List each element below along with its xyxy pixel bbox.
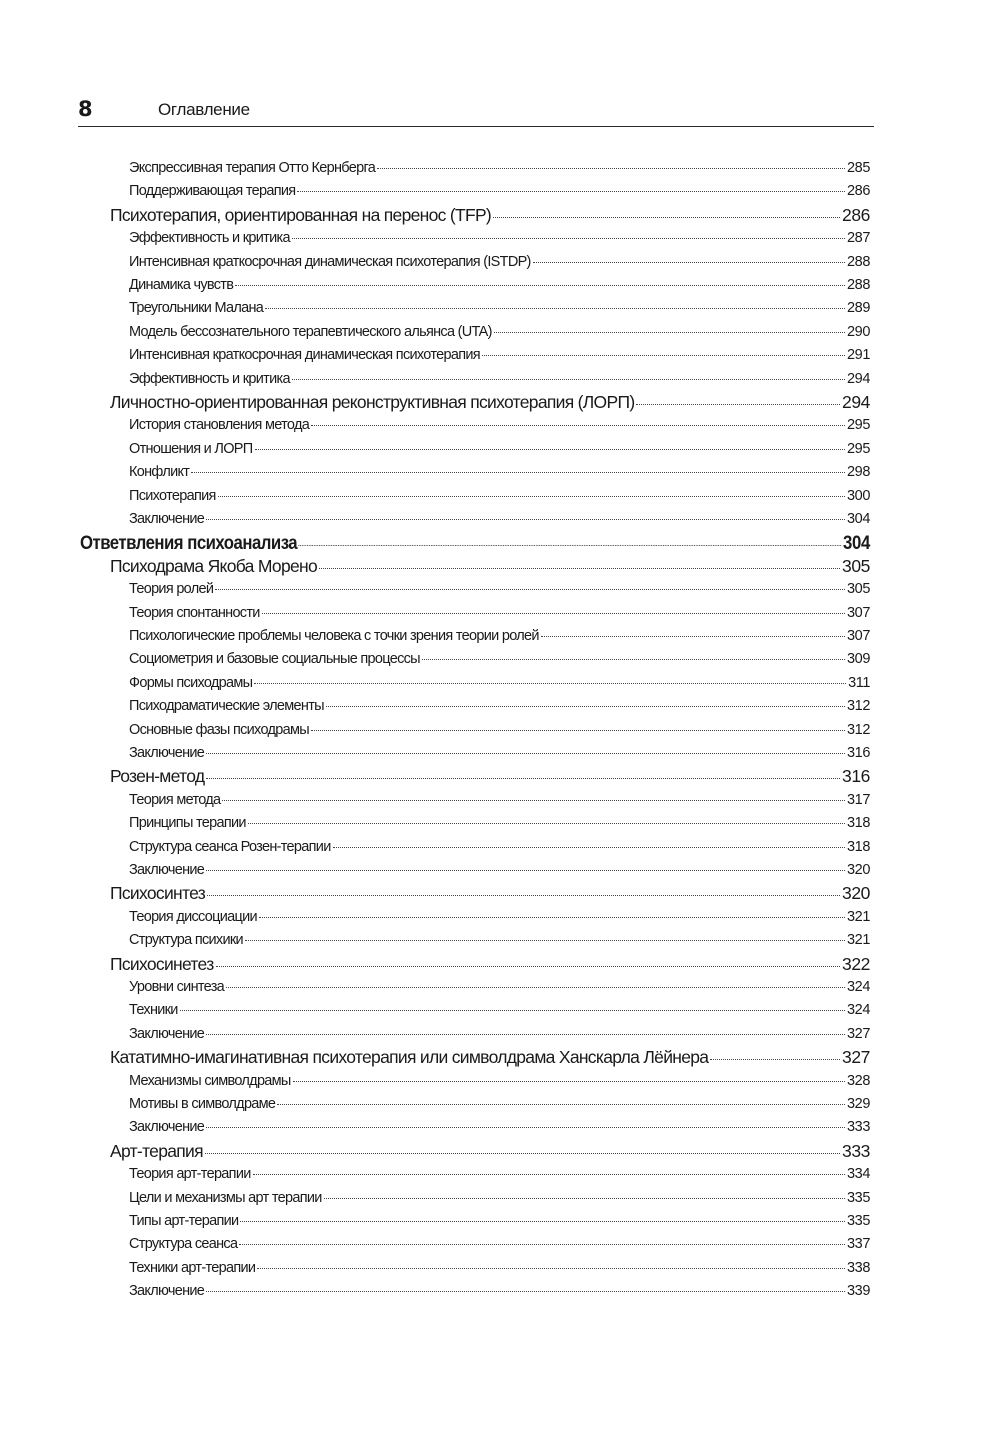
- toc-entry-title: Модель бессознательного терапевтического альянса (UTA): [129, 323, 492, 340]
- dot-leader: [297, 190, 845, 192]
- dot-leader: [245, 939, 845, 941]
- toc-entry-title: Личностно-ориентированная реконструктивная психотерапия (ЛОРП): [110, 392, 635, 412]
- dot-leader: [333, 846, 845, 848]
- toc-entry-sub[interactable]: [129, 651, 870, 667]
- toc-entry-title: Кататимно-имагинативная психотерапия или символдрама Ханскарла Лёйнера: [110, 1047, 709, 1068]
- dot-leader: [482, 354, 845, 356]
- toc-entry-title: Треугольники Малана: [129, 300, 264, 317]
- toc-entry-sub[interactable]: [129, 1119, 870, 1135]
- toc-entry-sub[interactable]: [129, 628, 870, 644]
- toc-entry-section[interactable]: [110, 392, 870, 413]
- dot-leader: [326, 705, 845, 707]
- toc-entry-page: 316: [847, 745, 870, 761]
- toc-entry-title: Теория метода: [129, 791, 221, 808]
- toc-entry-sub[interactable]: [129, 605, 870, 621]
- dot-leader: [636, 403, 840, 405]
- toc-entry-page: 309: [847, 651, 870, 668]
- toc-entry-sub[interactable]: [129, 324, 870, 340]
- toc-entry-title: Заключение: [129, 1025, 205, 1042]
- toc-entry-title: Розен-метод: [110, 766, 205, 787]
- dot-leader: [206, 869, 845, 871]
- dot-leader: [422, 658, 845, 660]
- toc-entry-sub[interactable]: [129, 1026, 870, 1042]
- dot-leader: [299, 544, 841, 546]
- toc-entry-title: Техники: [129, 1002, 178, 1019]
- toc-entry-page: 321: [847, 932, 870, 949]
- toc-entry-title: Психотерапия, ориентированная на перенос (TFP): [110, 204, 492, 225]
- toc-entry-page: 294: [847, 370, 870, 387]
- toc-entry-page: 334: [847, 1166, 870, 1183]
- dot-leader: [533, 261, 845, 263]
- toc-entry-page: 287: [847, 230, 870, 247]
- dot-leader: [292, 237, 845, 239]
- dot-leader: [254, 682, 846, 684]
- toc-entry-page: 318: [847, 838, 870, 855]
- toc-entry-page: 289: [847, 300, 870, 317]
- dot-leader: [259, 916, 845, 918]
- dot-leader: [216, 965, 840, 967]
- dot-leader: [494, 331, 845, 333]
- toc-entry-sub[interactable]: [129, 254, 870, 270]
- toc-entry-section[interactable]: [110, 1047, 870, 1068]
- dot-leader: [235, 284, 845, 286]
- toc-entry-page: 295: [847, 440, 870, 457]
- dot-leader: [293, 1080, 845, 1082]
- dot-leader: [493, 216, 840, 218]
- toc-entry-page: 317: [847, 791, 870, 808]
- toc-entry-sub[interactable]: [129, 1260, 870, 1276]
- dot-leader: [206, 1033, 845, 1035]
- toc-entry-page: 324: [847, 979, 870, 995]
- toc-entry-section[interactable]: [110, 954, 870, 975]
- dot-leader: [277, 1103, 845, 1105]
- toc-entry-sub[interactable]: [129, 1002, 870, 1018]
- toc-entry-title: Психосинтез: [110, 883, 206, 904]
- toc-entry-sub[interactable]: [129, 160, 870, 176]
- toc-entry-page: 333: [847, 1119, 870, 1136]
- toc-entry-page: 324: [847, 1002, 870, 1019]
- toc-entry-sub[interactable]: [129, 698, 870, 714]
- toc-entry-title: Психодраматические элементы: [129, 698, 324, 715]
- toc-entry-sub[interactable]: [129, 581, 870, 597]
- dot-leader: [240, 1220, 845, 1222]
- toc-entry-section[interactable]: [110, 205, 870, 226]
- toc-entry-title: Социометрия и базовые социальные процессы: [129, 651, 420, 668]
- dot-leader: [541, 635, 845, 637]
- toc-entry-title: Заключение: [129, 511, 205, 527]
- toc-entry-section[interactable]: [110, 1141, 870, 1162]
- toc-entry-page: 335: [847, 1213, 870, 1229]
- toc-entry-page: 311: [848, 674, 870, 691]
- toc-entry-part[interactable]: [80, 532, 870, 555]
- dot-leader: [292, 378, 845, 380]
- toc-entry-page: 288: [847, 277, 870, 293]
- toc-entry-title: Отношения и ЛОРП: [129, 440, 253, 457]
- toc-entry-sub[interactable]: [129, 417, 870, 433]
- toc-entry-title: Основные фазы психодрамы: [129, 721, 309, 738]
- toc-entry-title: Динамика чувств: [129, 277, 234, 293]
- dot-leader: [222, 799, 845, 801]
- toc-entry-sub[interactable]: [129, 511, 870, 527]
- toc-entry-sub[interactable]: [129, 464, 870, 480]
- dot-leader: [324, 1197, 845, 1199]
- toc-entry-title: Психологические проблемы человека с точки зрения теории ролей: [129, 628, 539, 644]
- toc-entry-sub[interactable]: [129, 1236, 870, 1252]
- dot-leader: [265, 307, 845, 309]
- toc-entry-sub[interactable]: [129, 792, 870, 808]
- toc-entry-title: Структура психики: [129, 932, 243, 949]
- toc-entry-page: 304: [847, 511, 870, 527]
- toc-entry-sub[interactable]: [129, 1166, 870, 1182]
- dot-leader: [215, 588, 845, 590]
- page-number: 8: [78, 97, 93, 121]
- dot-leader: [206, 1126, 845, 1128]
- toc-entry-sub[interactable]: [129, 909, 870, 925]
- toc-entry-title: Заключение: [129, 862, 205, 878]
- toc-entry-page: 312: [847, 698, 870, 715]
- toc-entry-page: 318: [847, 815, 870, 832]
- toc-entry-page: 305: [842, 555, 870, 576]
- toc-entry-title: Интенсивная краткосрочная динамическая психотерапия (ISTDP): [129, 253, 531, 270]
- toc-entry-sub[interactable]: [129, 488, 870, 504]
- toc-entry-page: 286: [847, 183, 870, 200]
- dot-leader: [180, 1009, 845, 1011]
- toc-entry-title: Арт-терапия: [110, 1140, 203, 1161]
- toc-entry-sub[interactable]: [129, 1096, 870, 1112]
- toc-entry-page: 320: [847, 862, 870, 878]
- dot-leader: [319, 567, 840, 569]
- toc-entry-title: Психотерапия: [129, 487, 216, 504]
- toc-entry-title: Структура сеанса Розен-терапии: [129, 838, 331, 855]
- toc-entry-page: 327: [847, 1025, 870, 1042]
- toc-entry-title: Заключение: [129, 745, 205, 761]
- toc-entry-title: Типы арт-терапии: [129, 1213, 239, 1229]
- toc-entry-page: 291: [847, 347, 870, 364]
- toc-entry-title: Заключение: [129, 1119, 205, 1136]
- dot-leader: [218, 495, 845, 497]
- toc-entry-page: 327: [842, 1047, 870, 1068]
- toc-entry-section[interactable]: [110, 766, 870, 787]
- toc-entry-section[interactable]: [110, 556, 870, 577]
- toc-entry-title: Техники арт-терапии: [129, 1259, 256, 1276]
- toc-entry-title: Поддерживающая терапия: [129, 183, 296, 200]
- toc-entry-section[interactable]: [110, 883, 870, 904]
- toc-entry-sub[interactable]: [129, 675, 870, 691]
- toc-entry-title: Ответвления психоанализа: [80, 532, 298, 555]
- toc-entry-page: 321: [847, 908, 870, 925]
- toc-entry-page: 286: [842, 204, 870, 225]
- toc-entry-page: 312: [847, 721, 870, 738]
- dot-leader: [255, 448, 846, 450]
- toc-entry-sub[interactable]: [129, 839, 870, 855]
- toc-entry-sub[interactable]: [129, 183, 870, 199]
- toc-entry-sub[interactable]: [129, 1213, 870, 1229]
- toc-entry-title: Теория арт-терапии: [129, 1166, 251, 1183]
- toc-entry-sub[interactable]: [129, 1283, 870, 1299]
- toc-entry-sub[interactable]: [129, 722, 870, 738]
- toc-entry-title: Психодрама Якоба Морено: [110, 555, 318, 576]
- toc-entry-title: Уровни синтеза: [129, 979, 225, 995]
- dot-leader: [239, 1243, 845, 1245]
- toc-entry-page: 335: [847, 1189, 870, 1206]
- toc-entry-page: 329: [847, 1096, 870, 1112]
- dot-leader: [207, 894, 840, 896]
- toc-entry-page: 339: [847, 1283, 870, 1300]
- toc-entry-title: Принципы терапии: [129, 815, 246, 832]
- dot-leader: [311, 729, 845, 731]
- page-header: [78, 96, 874, 127]
- toc-entry-page: 285: [847, 160, 870, 176]
- toc-entry-page: 337: [847, 1236, 870, 1253]
- toc-entry-title: Цели и механизмы арт терапии: [129, 1189, 322, 1206]
- toc-entry-sub[interactable]: [129, 862, 870, 878]
- toc-entry-page: 307: [847, 628, 870, 644]
- toc-entry-title: Структура сеанса: [129, 1236, 238, 1253]
- toc-entry-title: Теория ролей: [129, 581, 214, 598]
- toc-entry-page: 307: [847, 604, 870, 621]
- toc-entry-title: Психосинетез: [110, 953, 214, 974]
- toc-entry-sub[interactable]: [129, 347, 870, 363]
- toc-entry-page: 333: [842, 1140, 870, 1161]
- dot-leader: [206, 752, 845, 754]
- toc-entry-page: 295: [847, 417, 870, 434]
- toc-entry-title: Заключение: [129, 1283, 205, 1300]
- toc-entry-title: Эффективность и критика: [129, 370, 290, 387]
- toc-entry-sub[interactable]: [129, 300, 870, 316]
- toc-entry-title: История становления метода: [129, 417, 310, 434]
- toc-entry-sub[interactable]: [129, 815, 870, 831]
- dot-leader: [191, 471, 845, 473]
- toc-entry-title: Конфликт: [129, 464, 190, 481]
- toc-entry-title: Эффективность и критика: [129, 230, 290, 247]
- dot-leader: [248, 822, 845, 824]
- dot-leader: [253, 1173, 845, 1175]
- toc-entry-sub[interactable]: [129, 932, 870, 948]
- toc-entry-page: 294: [842, 392, 870, 412]
- toc-entry-page: 322: [842, 953, 870, 974]
- toc-entry-sub[interactable]: [129, 979, 870, 995]
- toc-entry-sub[interactable]: [129, 277, 870, 293]
- dot-leader: [226, 986, 845, 988]
- toc-entry-title: Теория спонтанности: [129, 604, 260, 621]
- running-title: Оглавление: [158, 100, 250, 119]
- dot-leader: [262, 612, 845, 614]
- toc-entry-title: Мотивы в символдраме: [129, 1096, 276, 1112]
- dot-leader: [206, 1290, 845, 1292]
- toc-entry-page: 328: [847, 1072, 870, 1089]
- toc-entry-title: Теория диссоциации: [129, 908, 257, 925]
- toc-entry-page: 338: [847, 1259, 870, 1276]
- dot-leader: [206, 777, 840, 779]
- toc-entry-title: Экспрессивная терапия Отто Кернберга: [129, 160, 376, 176]
- toc-entry-sub[interactable]: [129, 745, 870, 761]
- toc-entry-sub[interactable]: [129, 1073, 870, 1089]
- dot-leader: [257, 1267, 845, 1269]
- dot-leader: [311, 424, 845, 426]
- toc-entry-page: 320: [842, 883, 870, 904]
- toc-entry-title: Интенсивная краткосрочная динамическая психотерапия: [129, 347, 480, 364]
- dot-leader: [377, 167, 845, 169]
- toc-entry-page: 316: [842, 766, 870, 787]
- toc-entry-page: 300: [847, 487, 870, 504]
- toc-entry-sub[interactable]: [129, 230, 870, 246]
- dot-leader: [205, 1152, 840, 1154]
- dot-leader: [206, 518, 845, 520]
- dot-leader: [710, 1058, 840, 1060]
- toc-entry-title: Формы психодрамы: [129, 674, 253, 691]
- toc-entry-page: 290: [847, 323, 870, 340]
- toc-entry-title: Механизмы символдрамы: [129, 1072, 291, 1089]
- toc-entry-page: 304: [843, 532, 870, 555]
- toc-entry-page: 288: [847, 253, 870, 270]
- toc-entry-sub[interactable]: [129, 1190, 870, 1206]
- toc-entry-page: 298: [847, 464, 870, 481]
- toc-entry-sub[interactable]: [129, 441, 870, 457]
- toc-entry-page: 305: [847, 581, 870, 598]
- toc-entry-sub[interactable]: [129, 371, 870, 387]
